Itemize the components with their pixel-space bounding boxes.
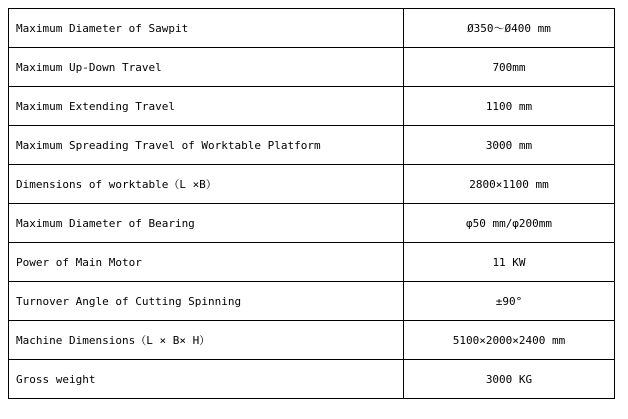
spec-table-body	[9, 9, 615, 399]
spec-label: Maximum Extending Travel	[9, 87, 404, 126]
table-row	[9, 243, 615, 282]
table-row	[9, 9, 615, 48]
spec-value: Ø350～Ø400 mm	[404, 9, 615, 48]
table-row	[9, 126, 615, 165]
spec-label: Dimensions of worktable（L ×B）	[9, 165, 404, 204]
spec-value: 3000 KG	[404, 360, 615, 399]
spec-value: φ50 mm/φ200mm	[404, 204, 615, 243]
spec-table	[8, 8, 615, 399]
table-row	[9, 165, 615, 204]
spec-label: Maximum Spreading Travel of Worktable Platform	[9, 126, 404, 165]
table-row	[9, 282, 615, 321]
spec-value: 2800×1100 mm	[404, 165, 615, 204]
spec-label: Maximum Up-Down Travel	[9, 48, 404, 87]
spec-label: Maximum Diameter of Sawpit	[9, 9, 404, 48]
spec-value: 3000 mm	[404, 126, 615, 165]
table-row	[9, 321, 615, 360]
spec-value: 700mm	[404, 48, 615, 87]
spec-label: Turnover Angle of Cutting Spinning	[9, 282, 404, 321]
spec-label: Power of Main Motor	[9, 243, 404, 282]
table-row	[9, 87, 615, 126]
table-row	[9, 360, 615, 399]
spec-value: 1100 mm	[404, 87, 615, 126]
table-row	[9, 48, 615, 87]
spec-value: 11 KW	[404, 243, 615, 282]
table-row	[9, 204, 615, 243]
spec-label: Gross weight	[9, 360, 404, 399]
spec-value: ±90°	[404, 282, 615, 321]
spec-label: Machine Dimensions（L × B× H）	[9, 321, 404, 360]
spec-label: Maximum Diameter of Bearing	[9, 204, 404, 243]
spec-value: 5100×2000×2400 mm	[404, 321, 615, 360]
